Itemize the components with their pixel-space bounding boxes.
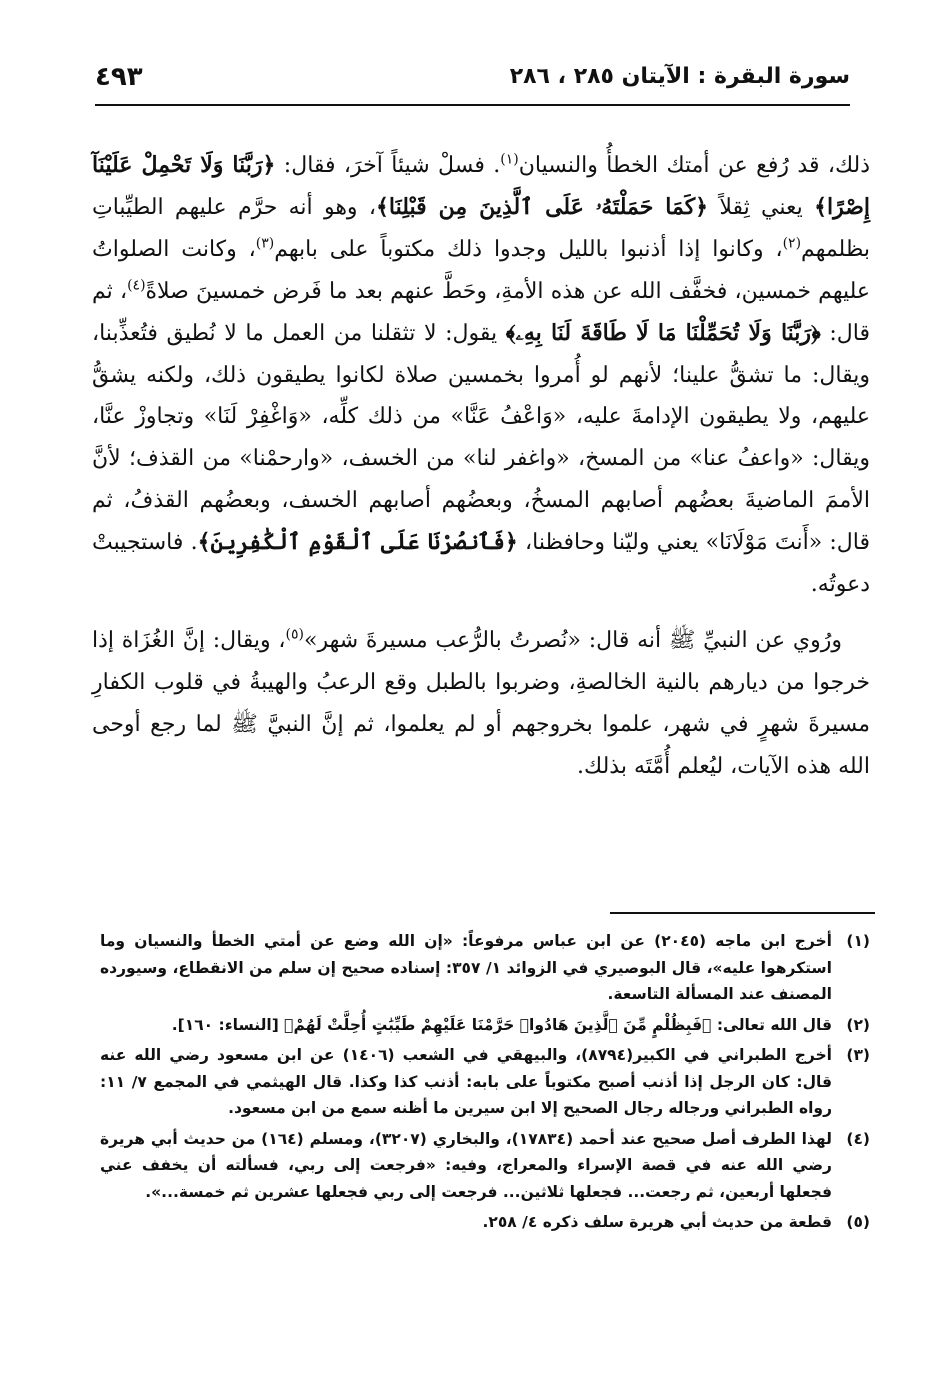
footnote-ref-5[interactable]: (٥) [285, 626, 304, 643]
footnote-4 [100, 1126, 870, 1206]
text-run: . فسلْ شيئاً آخرَ، فقال: [275, 153, 501, 178]
text-run: ، وكانوا إذا أذنبوا بالليل وجدوا ذلك مكتوباً على بابهم [274, 236, 783, 262]
text-run: ذلك، قد رُفع عن أمتك الخطأُ والنسيان [518, 153, 871, 178]
footnote-text: أخرج ابن ماجه (٢٠٤٥) عن ابن عباس مرفوعاً: «إن الله وضع عن أمتي الخطأ والنسيان وما استكرهوا عليه»، قال البوصيري في الزوائد ١/ ٣٥٧: إسناده صحيح إن سلم من الانقطاع، وسيورده المصنف عند المسألة التاسعة. [100, 932, 832, 1003]
text-run: ، ويقال: إنَّ الغُزَاة إذا خرجوا من ديارهم بالنية الخالصةِ، وضربوا بالطبل وقع الرعبُ والهيبةُ في قلوب الكفارِ مسيرةَ شهرٍ في شهر، علموا بخروجهم أو لم يعلموا، ثم إنَّ النبيَّ ﷺ لما رجع أوحى الله هذه الآيات، ليُعلم أُمَّتَه بذلك. [92, 627, 870, 779]
text-run: يعني ثِقلاً [708, 194, 815, 220]
footnote-ref-1[interactable]: (١) [500, 151, 519, 168]
quran-verse: ﴿كَمَا حَمَلْتَهُۥ عَلَى ٱلَّذِينَ مِن قَبْلِنَا﴾ [375, 193, 709, 220]
footnote-number: (٣) [846, 1046, 870, 1064]
footnote-2 [100, 1012, 870, 1039]
footnote-number: (٥) [846, 1213, 870, 1231]
text-run: ورُوي عن النبيِّ ﷺ أنه قال: «نُصرتُ بالرُّعب مسيرةَ شهر» [303, 627, 842, 653]
footnote-text: أخرج الطبراني في الكبير(٨٧٩٤)، والبيهقي في الشعب (١٤٠٦) عن ابن مسعود رضي الله عنه قال: كان الرجل إذا أذنب أصبح مكتوباً على بابه: أذنب كذا وكذا. قال الهيثمي في المجمع ٧/ ١١: رواه الطبراني ورجاله رجال الصحيح إلا ابن سيرين ما أظنه سمع من ابن مسعود. [100, 1046, 832, 1117]
header-divider [95, 104, 850, 106]
footnote-number: (٤) [846, 1129, 870, 1148]
quran-verse: ﴿فَٱنصُرْنَا عَلَى ٱلْقَوْمِ ٱلْكَٰفِرِينَ﴾ [197, 529, 518, 556]
text-run: ، ثم قال: [92, 278, 870, 346]
footnote-1 [100, 928, 870, 1008]
footnotes [100, 928, 870, 1240]
running-title: سورة البقرة : الآيتان ٢٨٥ ، ٢٨٦ [509, 64, 850, 89]
footnote-divider [610, 912, 875, 914]
footnote-text: قطعة من حديث أبي هريرة سلف ذكره ٤/ ٢٥٨. [482, 1213, 832, 1231]
footnote-ref-3[interactable]: (٣) [255, 235, 275, 252]
footnote-3 [100, 1042, 870, 1122]
text-run: ، وكانت الصلواتُ عليهم خمسين، فخفَّف الله عن هذه الأمةِ، وحَطَّ عنهم بعد ما فَرض خمسينَ صلاةً [92, 236, 871, 304]
footnote-5 [100, 1209, 870, 1236]
quran-verse: ﴿رَبَّنَا وَلَا تَحْمِلْ عَلَيْنَآ إِصْرًا﴾ [92, 152, 871, 220]
main-text [92, 145, 870, 788]
text-run: . فاستجيبتْ دعوتُه. [92, 530, 870, 598]
page-number: ٤٩٣ [95, 62, 143, 92]
page-header [95, 60, 850, 100]
footnote-ref-2[interactable]: (٢) [782, 235, 802, 252]
footnote-ref-4[interactable]: (٤) [127, 277, 146, 294]
footnote-number: (٢) [846, 1015, 870, 1034]
paragraph-2 [92, 620, 870, 788]
text-run: يقول: لا تثقلنا من العمل ما لا نُطيق فتُعذِّبنا، ويقال: ما تشقُّ علينا؛ لأنهم لو أُمروا بخمسين صلاة لكانوا يطيقون ذلك، ولكنه يشقُّ عليهم، ولا يطيقون الإدامةَ عليه، «وَاعْفُ عَنَّا» من ذلك كلِّه، «وَاغْفِرْ لَنَا» وتجاوزْ عنَّا، ويقال: «واعفُ عنا» من المسخ، «واغفر لنا» من الخسف، «وارحمْنا» من القذف؛ لأنَّ الأممَ الماضيةَ بعضُهم أصابهم المسخُ، وبعضُهم أصابهم الخسف، وبعضُهم القذفُ، ثم قال: «أَنتَ مَوْلَانَا» يعني وليّنا وحافظنا، [92, 320, 871, 556]
text-run: ، وهو أنه حرَّم عليهم الطيِّباتِ بظلمهم [92, 194, 871, 262]
footnote-text: لهذا الطرف أصل صحيح عند أحمد (١٧٨٣٤)، والبخاري (٣٢٠٧)، ومسلم (١٦٤) من حديث أبي هريرة رضي الله عنه في قصة الإسراء والمعراج، وفيه: «فرجعت إلى ربي، فسألته أن يخفف عني فجعلها أربعين، ثم رجعت... فجعلها ثلاثين... فرجعت إلى ربي فجعلها عشرين ثم خمسة...». [100, 1129, 832, 1201]
footnote-number: (١) [846, 932, 870, 950]
paragraph-1 [92, 145, 870, 606]
quran-verse: ﴿رَبَّنَا وَلَا تُحَمِّلْنَا مَا لَا طَاقَةَ لَنَا بِهِۦ﴾ [505, 319, 821, 346]
footnote-text: قال الله تعالى: ﴿فَبِظُلْمٍ مِّنَ ٱلَّذِينَ هَادُوا۟ حَرَّمْنَا عَلَيْهِمْ طَيِّبَٰتٍ أُحِلَّتْ لَهُمْ﴾ [النساء: ١٦٠]. [171, 1015, 832, 1034]
